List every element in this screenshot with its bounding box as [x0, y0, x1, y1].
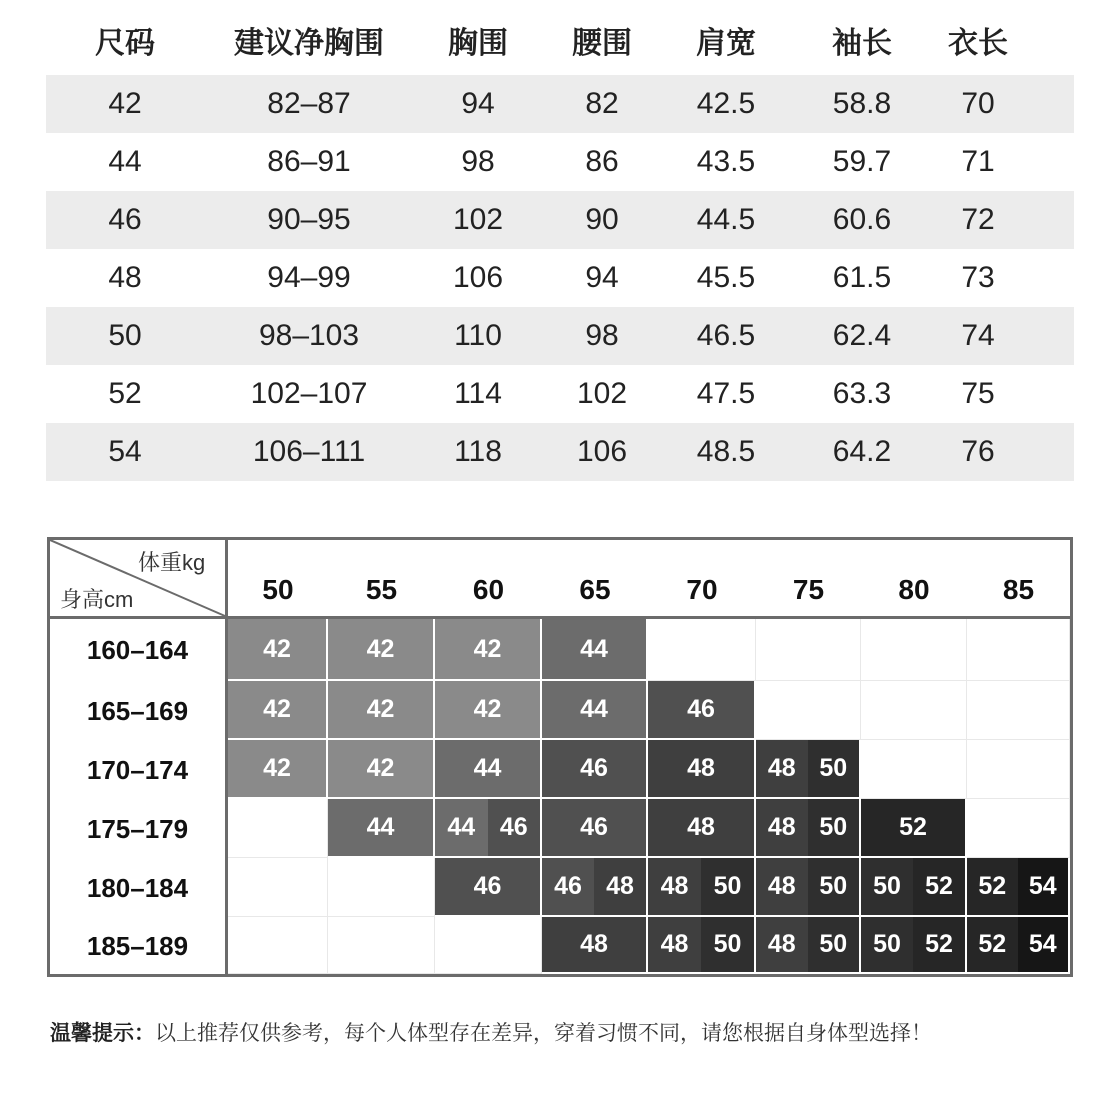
size-table-cell: 82 — [585, 87, 619, 120]
size-table-header — [46, 10, 1074, 70]
empty-cell — [756, 619, 861, 681]
height-header: 180–184 — [86, 872, 189, 903]
height-header: 185–189 — [86, 930, 189, 961]
empty-cell — [648, 619, 756, 681]
size-table-header-cell: 肩宽 — [696, 27, 756, 60]
size-table-header-cell: 袖长 — [832, 27, 892, 60]
size-cell — [967, 917, 1070, 974]
size-cell: 42 — [228, 740, 328, 799]
empty-cell — [328, 858, 435, 917]
empty-cell — [435, 917, 542, 974]
size-table-cell: 48 — [108, 261, 142, 294]
height-header: 165–169 — [86, 695, 189, 726]
size-cell: 42 — [228, 619, 328, 681]
size-cell-half: 48 — [648, 917, 701, 972]
tip-note — [50, 1017, 932, 1047]
empty-cell — [328, 917, 435, 974]
size-table-cell: 44 — [108, 145, 142, 178]
size-table-header-cell: 衣长 — [948, 27, 1008, 60]
size-table-cell: 86–91 — [267, 145, 351, 178]
size-table — [46, 10, 1074, 481]
size-cell: 46 — [648, 681, 756, 740]
size-cell: 46 — [542, 799, 648, 858]
weight-header-60: 60 — [472, 574, 505, 605]
size-table-row — [46, 423, 1074, 481]
empty-cell — [228, 858, 328, 917]
size-table-cell: 110 — [454, 319, 502, 352]
weight-header-50: 50 — [262, 574, 294, 605]
size-cell-half: 52 — [967, 858, 1018, 915]
size-cell: 42 — [435, 681, 542, 740]
size-cell — [435, 799, 542, 858]
size-cell-half: 46 — [488, 799, 541, 856]
weight-header-55: 55 — [365, 574, 398, 605]
size-cell — [861, 917, 967, 974]
size-table-cell: 70 — [961, 87, 995, 120]
size-table-cell: 58.8 — [832, 87, 892, 120]
size-table-cell: 86 — [585, 145, 619, 178]
size-table-cell: 61.5 — [832, 261, 892, 294]
size-table-cell: 106–111 — [252, 435, 366, 468]
empty-cell — [967, 681, 1070, 740]
size-cell-half: 48 — [594, 858, 646, 915]
size-cell-half: 46 — [542, 858, 594, 915]
height-axis-label: 身高cm — [60, 587, 134, 612]
size-cell-half: 50 — [808, 858, 860, 915]
size-cell-half: 50 — [861, 917, 913, 972]
size-cell: 46 — [542, 740, 648, 799]
size-cell — [542, 858, 648, 917]
height-header: 170–174 — [86, 754, 189, 785]
size-table-cell: 76 — [961, 435, 995, 468]
size-table-row — [46, 191, 1074, 249]
size-table-cell: 90 — [585, 203, 619, 236]
size-cell: 44 — [328, 799, 435, 858]
empty-cell — [756, 681, 861, 740]
empty-cell — [967, 619, 1070, 681]
size-cell-half: 48 — [756, 917, 808, 972]
size-table-cell: 94 — [461, 87, 495, 120]
size-cell-half: 54 — [1018, 917, 1069, 972]
size-cell — [967, 858, 1070, 917]
size-table-cell: 46.5 — [696, 319, 756, 352]
size-cell-half: 50 — [701, 917, 754, 972]
size-table-cell: 48.5 — [696, 435, 756, 468]
size-cell: 42 — [328, 619, 435, 681]
size-table-cell: 47.5 — [696, 377, 756, 410]
weight-axis-label: 体重kg — [138, 550, 206, 575]
weight-header-70: 70 — [686, 574, 718, 605]
size-cell — [756, 858, 861, 917]
size-table-header-cell: 建议净胸围 — [234, 27, 384, 60]
size-table-cell: 42 — [108, 87, 142, 120]
size-cell: 44 — [542, 681, 648, 740]
size-cell-half: 52 — [967, 917, 1018, 972]
size-table-header-cell: 尺码 — [95, 27, 155, 60]
empty-cell — [861, 619, 967, 681]
size-table-cell: 63.3 — [832, 377, 892, 410]
size-table-cell: 74 — [961, 319, 995, 352]
size-table-row — [46, 365, 1074, 423]
size-cell: 48 — [648, 799, 756, 858]
size-table-cell: 43.5 — [696, 145, 756, 178]
size-cell: 52 — [861, 799, 967, 858]
size-table-row — [46, 307, 1074, 365]
size-cell-half: 48 — [648, 858, 701, 915]
size-table-cell: 118 — [454, 435, 502, 468]
empty-cell — [967, 799, 1070, 858]
size-table-cell: 62.4 — [832, 319, 892, 352]
size-cell-half: 48 — [756, 858, 808, 915]
size-table-row — [46, 249, 1074, 307]
size-table-cell: 71 — [961, 145, 995, 178]
size-table-cell: 45.5 — [696, 261, 756, 294]
size-table-cell: 90–95 — [267, 203, 351, 236]
size-table-cell: 102 — [452, 203, 504, 236]
size-cell — [756, 740, 861, 799]
size-cell — [648, 858, 756, 917]
size-cell: 42 — [228, 681, 328, 740]
size-table-cell: 72 — [961, 203, 995, 236]
size-table-body — [46, 75, 1074, 481]
weight-header-65: 65 — [579, 574, 611, 605]
size-cell-half: 48 — [756, 799, 808, 856]
size-table-row — [46, 75, 1074, 133]
height-header: 175–179 — [86, 813, 189, 844]
size-recommendation-grid — [47, 537, 1073, 977]
size-table-cell: 102–107 — [250, 377, 368, 410]
size-table-cell: 54 — [108, 435, 142, 468]
size-table-cell: 75 — [961, 377, 995, 410]
size-table-cell: 42.5 — [696, 87, 756, 120]
size-cell — [756, 917, 861, 974]
size-cell: 42 — [435, 619, 542, 681]
size-cell: 42 — [328, 681, 435, 740]
size-cell-half: 50 — [808, 740, 860, 797]
size-table-cell: 102 — [576, 377, 628, 410]
size-table-cell: 94–99 — [267, 261, 351, 294]
tip-label: 温馨提示： — [50, 1022, 155, 1045]
size-table-cell: 98 — [585, 319, 619, 352]
size-table-cell: 82–87 — [267, 87, 351, 120]
size-table-cell: 106 — [576, 435, 628, 468]
height-header: 160–164 — [86, 635, 189, 665]
grid-corner-header — [50, 540, 228, 619]
empty-cell — [228, 799, 328, 858]
size-table-cell: 60.6 — [832, 203, 892, 236]
size-cell — [756, 799, 861, 858]
size-table-cell: 44.5 — [696, 203, 756, 236]
size-table-cell: 98 — [461, 145, 495, 178]
size-cell: 42 — [328, 740, 435, 799]
size-table-cell: 52 — [108, 377, 142, 410]
size-table-cell: 59.7 — [832, 145, 892, 178]
size-table-header-cell: 腰围 — [572, 27, 632, 60]
size-cell-half: 50 — [861, 858, 913, 915]
size-cell-half: 44 — [435, 799, 488, 856]
empty-cell — [861, 740, 967, 799]
weight-header-80: 80 — [898, 574, 930, 605]
weight-header-75: 75 — [792, 574, 825, 605]
size-table-row — [46, 133, 1074, 191]
size-table-header-cell: 胸围 — [448, 27, 508, 60]
size-cell-half: 54 — [1018, 858, 1069, 915]
size-cell — [861, 858, 967, 917]
size-cell: 46 — [435, 858, 542, 917]
empty-cell — [861, 681, 967, 740]
size-table-cell: 98–103 — [258, 319, 360, 352]
size-table-cell: 73 — [961, 261, 995, 294]
size-cell: 48 — [542, 917, 648, 974]
size-cell-half: 50 — [701, 858, 754, 915]
size-cell: 48 — [648, 740, 756, 799]
size-table-cell: 50 — [108, 319, 142, 352]
size-table-cell: 64.2 — [832, 435, 892, 468]
weight-header-85: 85 — [1002, 574, 1035, 605]
size-cell: 44 — [542, 619, 648, 681]
size-cell-half: 52 — [913, 858, 965, 915]
size-cell-half: 48 — [756, 740, 808, 797]
tip-text: 以上推荐仅供参考，每个人体型存在差异，穿着习惯不同，请您根据自身体型选择！ — [155, 1022, 932, 1045]
size-cell: 44 — [435, 740, 542, 799]
size-cell-half: 52 — [913, 917, 965, 972]
empty-cell — [228, 917, 328, 974]
size-cell — [648, 917, 756, 974]
size-cell-half: 50 — [808, 917, 860, 972]
size-table-cell: 106 — [452, 261, 504, 294]
size-cell-half: 50 — [808, 799, 860, 856]
empty-cell — [967, 740, 1070, 799]
size-table-cell: 46 — [108, 203, 142, 236]
size-table-cell: 94 — [585, 261, 619, 294]
size-table-cell: 114 — [454, 377, 502, 410]
